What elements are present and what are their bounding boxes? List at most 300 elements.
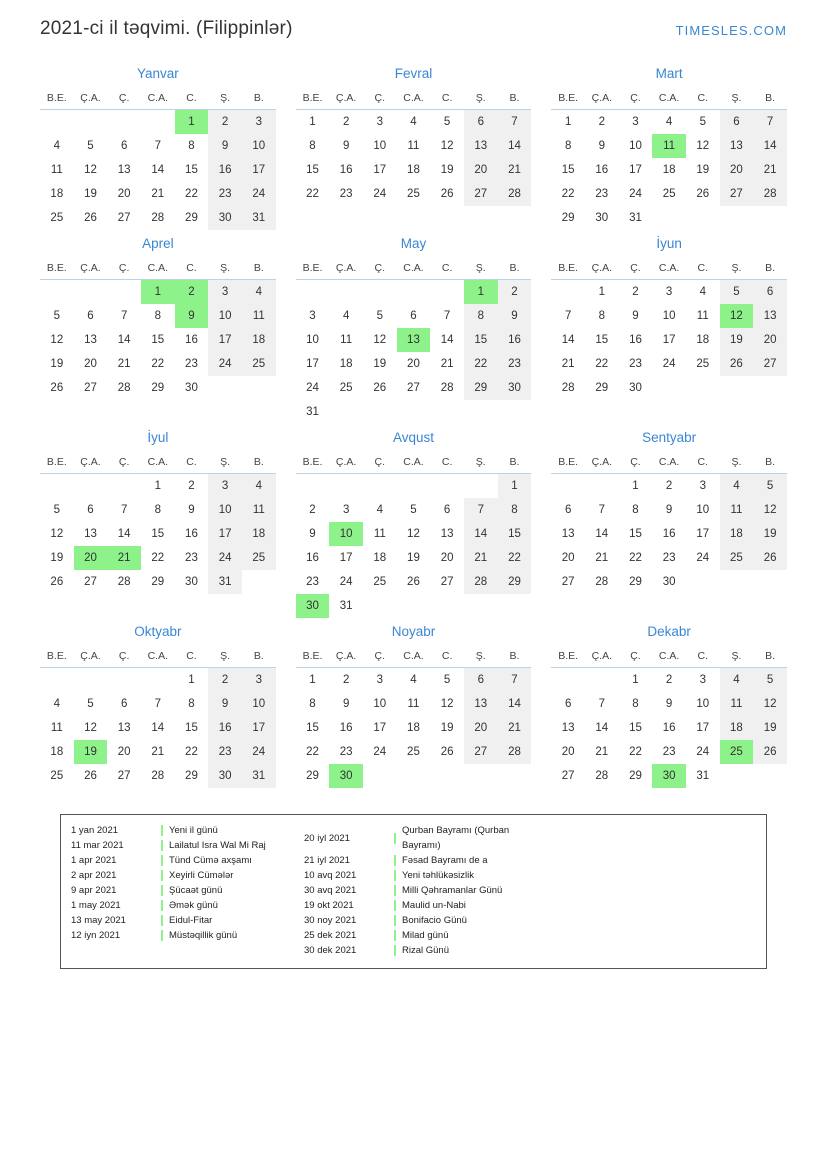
day-cell[interactable]: [296, 182, 330, 206]
day-cell[interactable]: [464, 352, 498, 376]
day-cell[interactable]: [296, 522, 330, 546]
day-cell[interactable]: [720, 668, 754, 693]
day-cell[interactable]: [430, 182, 464, 206]
day-cell[interactable]: [74, 498, 108, 522]
day-cell[interactable]: [619, 134, 653, 158]
day-cell[interactable]: [296, 134, 330, 158]
day-cell[interactable]: [141, 498, 175, 522]
day-cell[interactable]: [464, 692, 498, 716]
day-cell[interactable]: [107, 182, 141, 206]
day-cell[interactable]: [753, 328, 787, 352]
day-cell[interactable]: [619, 498, 653, 522]
day-cell[interactable]: [208, 110, 242, 135]
day-cell[interactable]: [242, 740, 276, 764]
day-cell[interactable]: [430, 716, 464, 740]
day-cell[interactable]: [242, 280, 276, 305]
day-cell[interactable]: [242, 182, 276, 206]
day-cell[interactable]: [753, 182, 787, 206]
day-cell[interactable]: [551, 182, 585, 206]
day-cell[interactable]: [498, 376, 532, 400]
day-cell[interactable]: [686, 740, 720, 764]
day-cell[interactable]: [652, 740, 686, 764]
day-cell[interactable]: [175, 692, 209, 716]
day-cell[interactable]: [720, 110, 754, 135]
day-cell[interactable]: [242, 498, 276, 522]
day-cell[interactable]: [141, 764, 175, 788]
day-cell[interactable]: [397, 692, 431, 716]
day-cell[interactable]: [296, 376, 330, 400]
day-cell[interactable]: [329, 158, 363, 182]
day-cell[interactable]: [107, 134, 141, 158]
day-cell[interactable]: [720, 522, 754, 546]
day-cell[interactable]: [585, 206, 619, 230]
day-cell[interactable]: [175, 134, 209, 158]
day-cell[interactable]: [585, 352, 619, 376]
day-cell[interactable]: [753, 304, 787, 328]
day-cell[interactable]: [242, 474, 276, 499]
day-cell-holiday[interactable]: [652, 764, 686, 788]
day-cell[interactable]: [753, 498, 787, 522]
day-cell[interactable]: [498, 304, 532, 328]
day-cell[interactable]: [551, 158, 585, 182]
day-cell[interactable]: [141, 304, 175, 328]
day-cell[interactable]: [208, 668, 242, 693]
day-cell[interactable]: [242, 206, 276, 230]
day-cell[interactable]: [551, 376, 585, 400]
day-cell[interactable]: [464, 304, 498, 328]
day-cell[interactable]: [498, 328, 532, 352]
day-cell[interactable]: [175, 352, 209, 376]
day-cell[interactable]: [208, 570, 242, 594]
day-cell[interactable]: [720, 716, 754, 740]
day-cell[interactable]: [208, 740, 242, 764]
day-cell[interactable]: [296, 546, 330, 570]
day-cell[interactable]: [397, 740, 431, 764]
day-cell[interactable]: [74, 304, 108, 328]
day-cell[interactable]: [551, 304, 585, 328]
day-cell[interactable]: [585, 110, 619, 135]
day-cell[interactable]: [464, 158, 498, 182]
day-cell-holiday[interactable]: [175, 110, 209, 135]
day-cell[interactable]: [40, 376, 74, 400]
day-cell[interactable]: [498, 134, 532, 158]
day-cell[interactable]: [464, 740, 498, 764]
day-cell[interactable]: [753, 134, 787, 158]
day-cell[interactable]: [585, 328, 619, 352]
day-cell[interactable]: [585, 280, 619, 305]
day-cell[interactable]: [397, 352, 431, 376]
day-cell[interactable]: [430, 740, 464, 764]
day-cell[interactable]: [242, 716, 276, 740]
day-cell[interactable]: [753, 522, 787, 546]
day-cell[interactable]: [619, 522, 653, 546]
day-cell[interactable]: [40, 158, 74, 182]
day-cell[interactable]: [141, 328, 175, 352]
day-cell[interactable]: [720, 182, 754, 206]
day-cell[interactable]: [498, 668, 532, 693]
day-cell-holiday[interactable]: [175, 280, 209, 305]
day-cell[interactable]: [430, 498, 464, 522]
day-cell[interactable]: [652, 328, 686, 352]
day-cell[interactable]: [208, 764, 242, 788]
day-cell[interactable]: [551, 570, 585, 594]
day-cell[interactable]: [652, 182, 686, 206]
day-cell[interactable]: [40, 546, 74, 570]
day-cell[interactable]: [430, 522, 464, 546]
day-cell[interactable]: [430, 328, 464, 352]
day-cell[interactable]: [242, 352, 276, 376]
day-cell[interactable]: [329, 546, 363, 570]
day-cell[interactable]: [430, 570, 464, 594]
day-cell[interactable]: [296, 570, 330, 594]
day-cell[interactable]: [619, 668, 653, 693]
day-cell-holiday[interactable]: [296, 594, 330, 618]
day-cell[interactable]: [141, 546, 175, 570]
day-cell[interactable]: [551, 716, 585, 740]
day-cell[interactable]: [74, 764, 108, 788]
day-cell[interactable]: [551, 206, 585, 230]
day-cell[interactable]: [175, 376, 209, 400]
day-cell[interactable]: [175, 570, 209, 594]
day-cell[interactable]: [208, 182, 242, 206]
day-cell[interactable]: [74, 328, 108, 352]
day-cell[interactable]: [242, 668, 276, 693]
day-cell[interactable]: [585, 158, 619, 182]
day-cell[interactable]: [107, 352, 141, 376]
day-cell[interactable]: [296, 400, 330, 424]
day-cell[interactable]: [720, 328, 754, 352]
day-cell[interactable]: [585, 498, 619, 522]
day-cell[interactable]: [720, 498, 754, 522]
day-cell[interactable]: [464, 376, 498, 400]
day-cell[interactable]: [551, 522, 585, 546]
day-cell[interactable]: [40, 352, 74, 376]
day-cell[interactable]: [363, 498, 397, 522]
day-cell[interactable]: [208, 304, 242, 328]
day-cell[interactable]: [296, 352, 330, 376]
day-cell[interactable]: [107, 522, 141, 546]
day-cell[interactable]: [498, 740, 532, 764]
day-cell[interactable]: [686, 328, 720, 352]
day-cell[interactable]: [686, 182, 720, 206]
day-cell-holiday[interactable]: [720, 740, 754, 764]
day-cell-holiday[interactable]: [397, 328, 431, 352]
day-cell[interactable]: [720, 134, 754, 158]
day-cell[interactable]: [430, 158, 464, 182]
day-cell[interactable]: [686, 716, 720, 740]
day-cell[interactable]: [498, 716, 532, 740]
day-cell[interactable]: [464, 134, 498, 158]
day-cell[interactable]: [551, 352, 585, 376]
day-cell[interactable]: [175, 328, 209, 352]
day-cell[interactable]: [40, 740, 74, 764]
day-cell[interactable]: [141, 716, 175, 740]
day-cell[interactable]: [175, 498, 209, 522]
day-cell[interactable]: [208, 158, 242, 182]
day-cell[interactable]: [141, 134, 175, 158]
day-cell[interactable]: [363, 304, 397, 328]
day-cell[interactable]: [619, 546, 653, 570]
day-cell[interactable]: [619, 692, 653, 716]
day-cell[interactable]: [619, 764, 653, 788]
day-cell[interactable]: [107, 498, 141, 522]
day-cell[interactable]: [686, 304, 720, 328]
day-cell[interactable]: [551, 134, 585, 158]
day-cell[interactable]: [363, 182, 397, 206]
day-cell[interactable]: [329, 594, 363, 618]
day-cell[interactable]: [329, 134, 363, 158]
day-cell[interactable]: [296, 110, 330, 135]
day-cell[interactable]: [363, 716, 397, 740]
day-cell[interactable]: [40, 328, 74, 352]
day-cell-holiday[interactable]: [329, 522, 363, 546]
day-cell[interactable]: [242, 304, 276, 328]
day-cell[interactable]: [652, 498, 686, 522]
day-cell[interactable]: [720, 474, 754, 499]
day-cell[interactable]: [464, 522, 498, 546]
day-cell[interactable]: [363, 158, 397, 182]
day-cell[interactable]: [652, 668, 686, 693]
day-cell[interactable]: [242, 764, 276, 788]
day-cell[interactable]: [498, 352, 532, 376]
day-cell[interactable]: [498, 498, 532, 522]
day-cell[interactable]: [686, 134, 720, 158]
day-cell[interactable]: [753, 474, 787, 499]
day-cell[interactable]: [296, 498, 330, 522]
day-cell[interactable]: [585, 546, 619, 570]
day-cell[interactable]: [753, 546, 787, 570]
day-cell[interactable]: [585, 134, 619, 158]
day-cell[interactable]: [585, 182, 619, 206]
day-cell[interactable]: [652, 352, 686, 376]
day-cell[interactable]: [397, 716, 431, 740]
day-cell[interactable]: [753, 110, 787, 135]
day-cell[interactable]: [551, 498, 585, 522]
day-cell[interactable]: [363, 668, 397, 693]
day-cell[interactable]: [40, 692, 74, 716]
day-cell[interactable]: [40, 134, 74, 158]
day-cell[interactable]: [753, 692, 787, 716]
day-cell[interactable]: [464, 328, 498, 352]
day-cell[interactable]: [40, 498, 74, 522]
day-cell[interactable]: [74, 376, 108, 400]
day-cell[interactable]: [329, 498, 363, 522]
day-cell[interactable]: [686, 280, 720, 305]
day-cell[interactable]: [296, 304, 330, 328]
day-cell[interactable]: [329, 352, 363, 376]
day-cell[interactable]: [363, 570, 397, 594]
day-cell[interactable]: [242, 110, 276, 135]
day-cell[interactable]: [363, 134, 397, 158]
day-cell[interactable]: [329, 740, 363, 764]
day-cell[interactable]: [74, 352, 108, 376]
day-cell-holiday[interactable]: [720, 304, 754, 328]
day-cell[interactable]: [397, 376, 431, 400]
day-cell[interactable]: [753, 716, 787, 740]
day-cell[interactable]: [141, 352, 175, 376]
day-cell[interactable]: [242, 134, 276, 158]
day-cell[interactable]: [585, 764, 619, 788]
day-cell[interactable]: [242, 692, 276, 716]
day-cell-holiday[interactable]: [464, 280, 498, 305]
day-cell[interactable]: [498, 570, 532, 594]
day-cell[interactable]: [141, 522, 175, 546]
day-cell[interactable]: [107, 692, 141, 716]
day-cell[interactable]: [720, 546, 754, 570]
day-cell[interactable]: [430, 692, 464, 716]
day-cell[interactable]: [619, 206, 653, 230]
day-cell[interactable]: [74, 692, 108, 716]
day-cell[interactable]: [686, 764, 720, 788]
day-cell[interactable]: [175, 522, 209, 546]
day-cell[interactable]: [652, 570, 686, 594]
day-cell[interactable]: [753, 740, 787, 764]
day-cell[interactable]: [686, 158, 720, 182]
day-cell[interactable]: [652, 280, 686, 305]
day-cell[interactable]: [686, 498, 720, 522]
day-cell[interactable]: [208, 206, 242, 230]
day-cell[interactable]: [397, 134, 431, 158]
day-cell[interactable]: [141, 206, 175, 230]
day-cell[interactable]: [397, 498, 431, 522]
day-cell[interactable]: [753, 280, 787, 305]
day-cell[interactable]: [585, 692, 619, 716]
day-cell[interactable]: [585, 376, 619, 400]
day-cell[interactable]: [107, 716, 141, 740]
day-cell[interactable]: [619, 716, 653, 740]
day-cell[interactable]: [242, 158, 276, 182]
day-cell[interactable]: [175, 182, 209, 206]
day-cell[interactable]: [551, 740, 585, 764]
day-cell-holiday[interactable]: [141, 280, 175, 305]
day-cell[interactable]: [74, 158, 108, 182]
day-cell[interactable]: [397, 158, 431, 182]
day-cell[interactable]: [753, 352, 787, 376]
day-cell[interactable]: [208, 546, 242, 570]
day-cell[interactable]: [175, 474, 209, 499]
day-cell[interactable]: [498, 474, 532, 499]
day-cell[interactable]: [208, 352, 242, 376]
day-cell[interactable]: [430, 668, 464, 693]
day-cell[interactable]: [242, 522, 276, 546]
day-cell[interactable]: [652, 158, 686, 182]
day-cell[interactable]: [107, 328, 141, 352]
day-cell[interactable]: [464, 668, 498, 693]
day-cell[interactable]: [619, 110, 653, 135]
day-cell[interactable]: [329, 328, 363, 352]
day-cell[interactable]: [464, 182, 498, 206]
day-cell[interactable]: [363, 740, 397, 764]
day-cell[interactable]: [107, 158, 141, 182]
day-cell[interactable]: [107, 206, 141, 230]
day-cell[interactable]: [175, 668, 209, 693]
day-cell[interactable]: [141, 376, 175, 400]
day-cell-holiday[interactable]: [107, 546, 141, 570]
day-cell-holiday[interactable]: [652, 134, 686, 158]
day-cell[interactable]: [397, 304, 431, 328]
day-cell[interactable]: [464, 110, 498, 135]
day-cell[interactable]: [363, 546, 397, 570]
day-cell[interactable]: [141, 182, 175, 206]
day-cell[interactable]: [585, 304, 619, 328]
day-cell[interactable]: [296, 716, 330, 740]
day-cell[interactable]: [141, 570, 175, 594]
day-cell[interactable]: [175, 546, 209, 570]
day-cell[interactable]: [107, 740, 141, 764]
day-cell[interactable]: [430, 134, 464, 158]
day-cell[interactable]: [296, 158, 330, 182]
day-cell[interactable]: [363, 522, 397, 546]
day-cell[interactable]: [329, 570, 363, 594]
day-cell[interactable]: [208, 280, 242, 305]
day-cell[interactable]: [175, 716, 209, 740]
day-cell[interactable]: [208, 692, 242, 716]
day-cell[interactable]: [175, 206, 209, 230]
day-cell[interactable]: [242, 546, 276, 570]
day-cell[interactable]: [329, 668, 363, 693]
day-cell[interactable]: [363, 352, 397, 376]
day-cell[interactable]: [141, 692, 175, 716]
day-cell[interactable]: [652, 474, 686, 499]
day-cell[interactable]: [40, 304, 74, 328]
day-cell[interactable]: [363, 328, 397, 352]
day-cell[interactable]: [397, 570, 431, 594]
day-cell[interactable]: [296, 740, 330, 764]
day-cell[interactable]: [208, 522, 242, 546]
day-cell[interactable]: [397, 110, 431, 135]
day-cell[interactable]: [619, 328, 653, 352]
day-cell[interactable]: [720, 692, 754, 716]
day-cell[interactable]: [498, 110, 532, 135]
day-cell[interactable]: [40, 206, 74, 230]
day-cell[interactable]: [498, 546, 532, 570]
day-cell[interactable]: [208, 474, 242, 499]
day-cell[interactable]: [498, 158, 532, 182]
day-cell[interactable]: [686, 546, 720, 570]
day-cell[interactable]: [430, 546, 464, 570]
day-cell[interactable]: [619, 158, 653, 182]
day-cell[interactable]: [208, 716, 242, 740]
day-cell[interactable]: [753, 668, 787, 693]
day-cell[interactable]: [74, 182, 108, 206]
day-cell[interactable]: [329, 110, 363, 135]
day-cell[interactable]: [498, 522, 532, 546]
day-cell[interactable]: [107, 570, 141, 594]
day-cell[interactable]: [363, 692, 397, 716]
day-cell[interactable]: [74, 522, 108, 546]
day-cell[interactable]: [40, 570, 74, 594]
day-cell[interactable]: [619, 182, 653, 206]
day-cell[interactable]: [363, 376, 397, 400]
day-cell[interactable]: [652, 692, 686, 716]
day-cell[interactable]: [430, 304, 464, 328]
day-cell[interactable]: [430, 352, 464, 376]
day-cell[interactable]: [652, 110, 686, 135]
day-cell[interactable]: [40, 182, 74, 206]
day-cell[interactable]: [585, 570, 619, 594]
day-cell[interactable]: [175, 764, 209, 788]
day-cell-holiday[interactable]: [74, 546, 108, 570]
day-cell[interactable]: [464, 546, 498, 570]
day-cell[interactable]: [652, 522, 686, 546]
day-cell[interactable]: [585, 740, 619, 764]
day-cell[interactable]: [329, 692, 363, 716]
day-cell[interactable]: [74, 134, 108, 158]
day-cell[interactable]: [652, 716, 686, 740]
day-cell[interactable]: [551, 764, 585, 788]
day-cell[interactable]: [74, 570, 108, 594]
day-cell[interactable]: [329, 716, 363, 740]
